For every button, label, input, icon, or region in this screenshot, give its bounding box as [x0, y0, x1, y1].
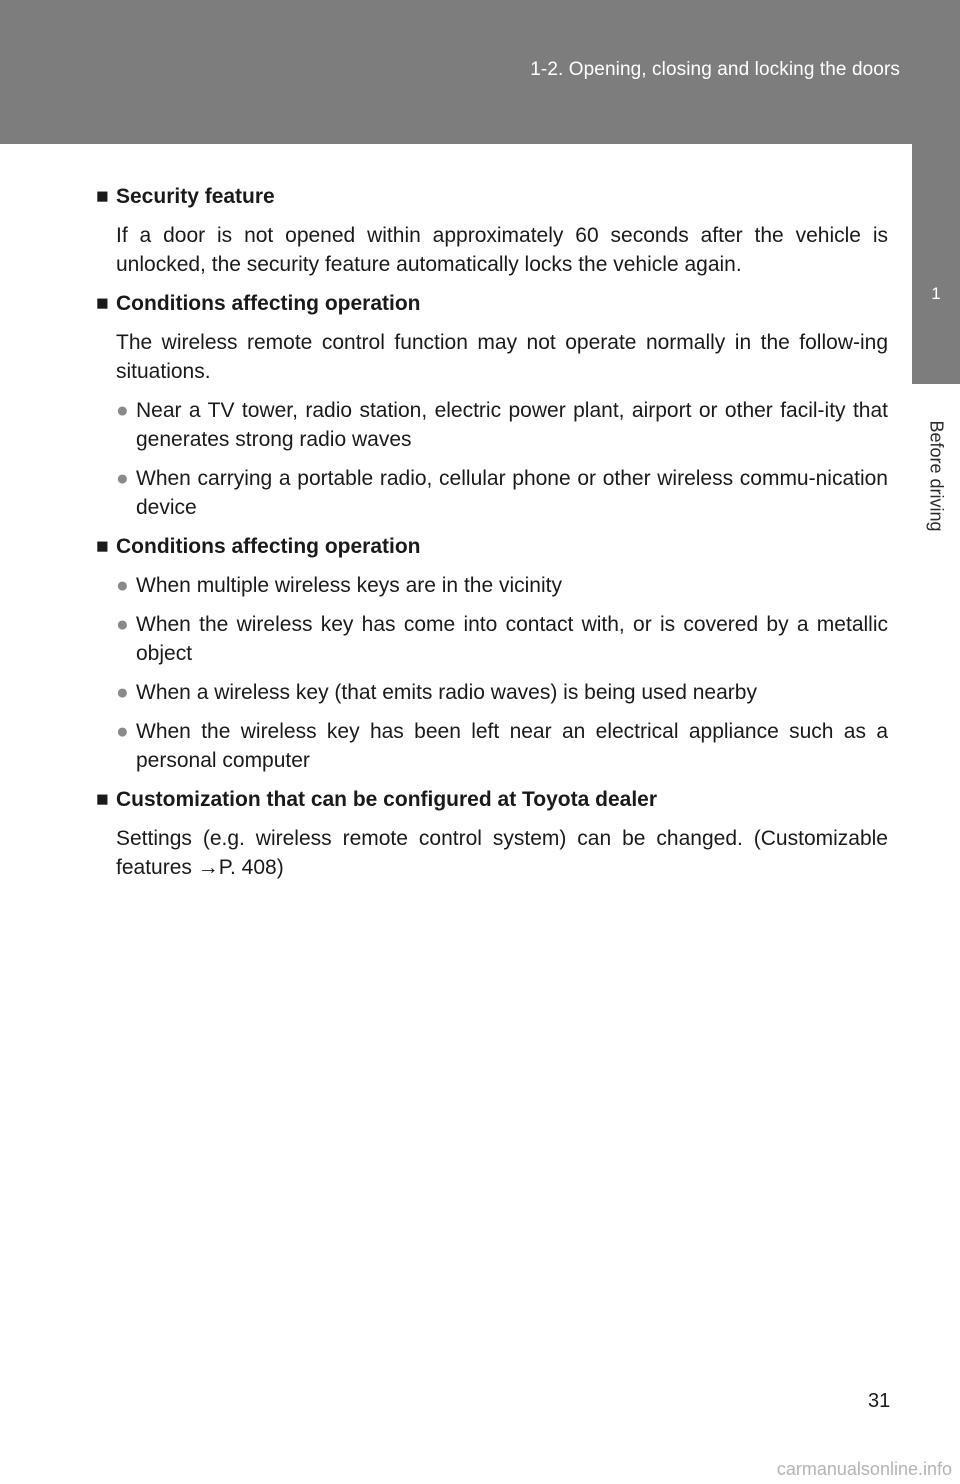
chapter-label: Before driving — [926, 420, 947, 532]
page-header — [0, 0, 960, 144]
heading-text: Customization that can be configured at Toyota dealer — [116, 788, 658, 811]
section-conditions-operation-1 — [96, 289, 888, 522]
square-bullet-icon: ■ — [96, 292, 109, 315]
chapter-tab — [912, 144, 960, 384]
square-bullet-icon: ■ — [96, 185, 109, 208]
circle-bullet-icon: ● — [116, 399, 129, 422]
list-item — [96, 396, 888, 454]
section-conditions-operation-2 — [96, 532, 888, 775]
page-number: 31 — [868, 1390, 891, 1412]
circle-bullet-icon: ● — [116, 720, 129, 743]
section-security-feature — [96, 182, 888, 279]
list-item-text: When carrying a portable radio, cellular phone or other wireless commu-nication device — [136, 467, 888, 519]
square-bullet-icon: ■ — [96, 535, 109, 558]
chapter-label-band — [912, 384, 960, 564]
chapter-number: 1 — [931, 284, 941, 303]
section-heading — [96, 532, 888, 561]
heading-text: Conditions affecting operation — [116, 535, 421, 558]
header-title: 1-2. Opening, closing and locking the doors — [530, 59, 900, 80]
section-heading — [96, 182, 888, 211]
circle-bullet-icon: ● — [116, 681, 129, 704]
list-item — [96, 464, 888, 522]
list-item — [96, 678, 888, 707]
section-heading — [96, 785, 888, 814]
list-item — [96, 717, 888, 775]
circle-bullet-icon: ● — [116, 613, 129, 636]
circle-bullet-icon: ● — [116, 467, 129, 490]
section-customization — [96, 785, 888, 882]
square-bullet-icon: ■ — [96, 788, 109, 811]
section-heading — [96, 289, 888, 318]
section-paragraph: If a door is not opened within approximately 60 seconds after the vehicle is unlocked, the security feature automatically locks the vehicle again. — [116, 224, 888, 276]
section-paragraph: The wireless remote control function may not operate normally in the follow-ing situations. — [116, 331, 888, 383]
list-item-text: When the wireless key has come into contact with, or is covered by a metallic object — [136, 613, 888, 665]
page-content — [96, 182, 888, 892]
list-item — [96, 571, 888, 600]
watermark: carmanualsonline.info — [776, 1459, 952, 1479]
list-item-text: When multiple wireless keys are in the vicinity — [136, 574, 562, 597]
heading-text: Conditions affecting operation — [116, 292, 421, 315]
section-paragraph: Settings (e.g. wireless remote control system) can be changed. (Customizable features →P. 408) — [116, 827, 888, 879]
list-item-text: When the wireless key has been left near an electrical appliance such as a personal computer — [136, 720, 888, 772]
heading-text: Security feature — [116, 185, 275, 208]
list-item — [96, 610, 888, 668]
list-item-text: Near a TV tower, radio station, electric power plant, airport or other facil-ity that generates strong radio waves — [136, 399, 888, 451]
list-item-text: When a wireless key (that emits radio waves) is being used nearby — [136, 681, 757, 704]
circle-bullet-icon: ● — [116, 574, 129, 597]
